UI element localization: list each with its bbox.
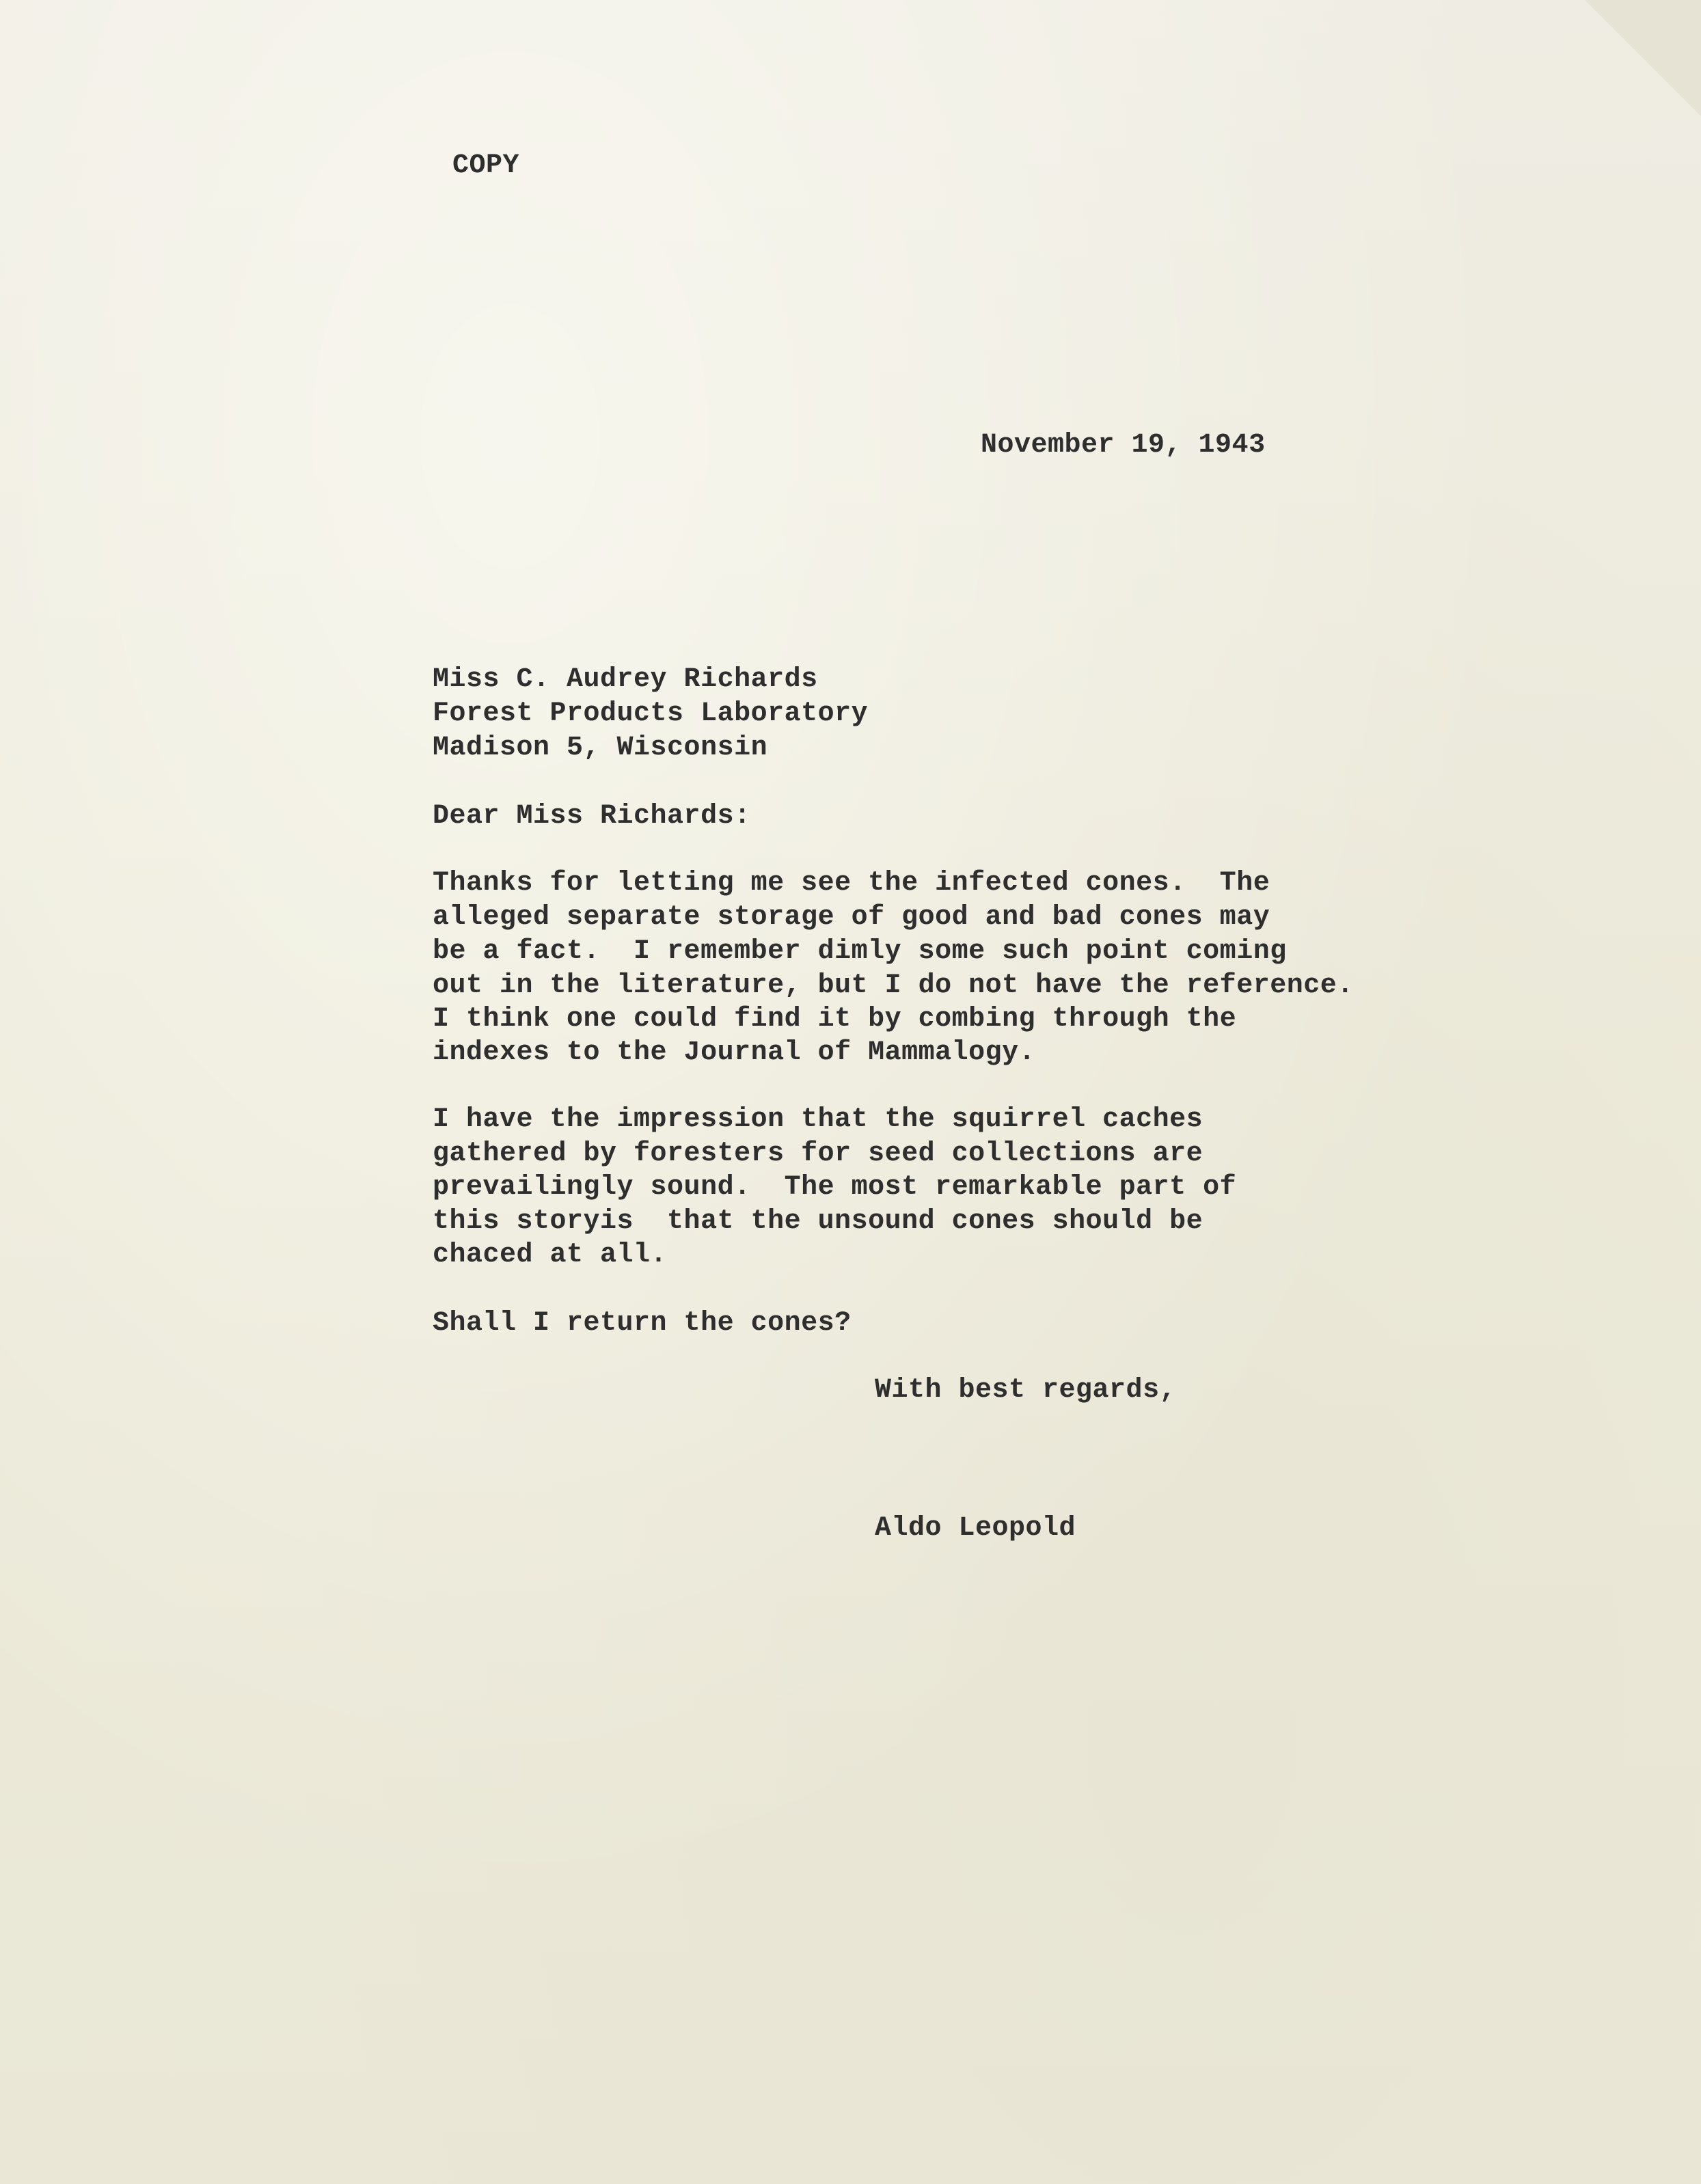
body-line: I have the impression that the squirrel caches: [433, 1104, 1203, 1135]
body-line: Shall I return the cones?: [433, 1308, 852, 1339]
body-line: be a fact. I remember dimly some such point coming: [433, 936, 1287, 967]
body-line: chaced at all.: [433, 1240, 668, 1270]
closing: With best regards,: [875, 1375, 1177, 1406]
folded-corner: [1585, 0, 1701, 116]
salutation: Dear Miss Richards:: [433, 801, 751, 832]
recipient-organization: Forest Products Laboratory: [433, 698, 869, 729]
body-line: prevailingly sound. The most remarkable part of: [433, 1172, 1237, 1203]
body-line: I think one could find it by combing through the: [433, 1004, 1237, 1035]
body-line: gathered by foresters for seed collections are: [433, 1138, 1203, 1169]
body-line: Thanks for letting me see the infected cones. The: [433, 868, 1270, 899]
body-line: this storyis that the unsound cones should be: [433, 1206, 1203, 1237]
body-line: alleged separate storage of good and bad cones may: [433, 902, 1270, 933]
body-line: indexes to the Journal of Mammalogy.: [433, 1037, 1036, 1068]
recipient-city: Madison 5, Wisconsin: [433, 733, 768, 763]
letter-date: November 19, 1943: [981, 430, 1266, 461]
recipient-name: Miss C. Audrey Richards: [433, 664, 818, 695]
copy-mark: COPY: [452, 150, 520, 181]
body-line: out in the literature, but I do not have the reference.: [433, 970, 1354, 1001]
signature-name: Aldo Leopold: [875, 1513, 1076, 1544]
